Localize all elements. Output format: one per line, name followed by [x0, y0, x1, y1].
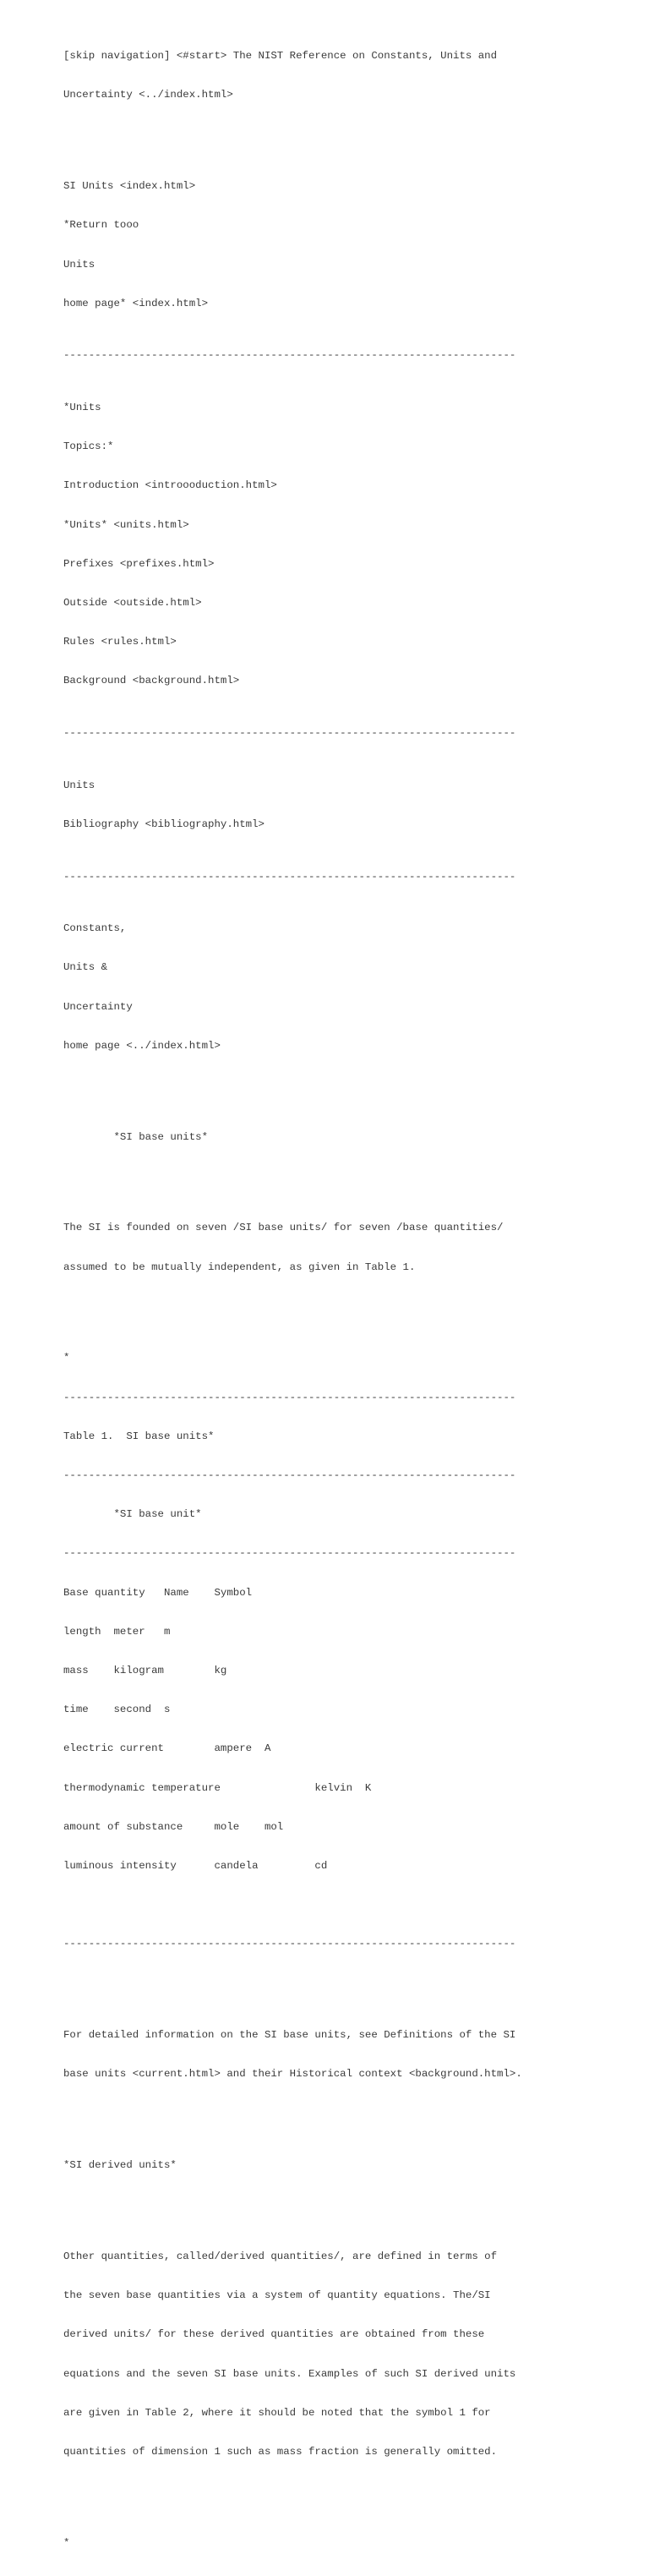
derived-paragraph-line: Other quantities, called/derived quantities/, are defined in terms of: [63, 2251, 498, 2263]
nav-link-background[interactable]: Background <background.html>: [63, 675, 240, 687]
table-row: thermodynamic temperature kelvin K: [63, 1781, 372, 1794]
document-body: [63, 11, 638, 2576]
table1-header-row: Base quantity Name Symbol: [63, 1586, 253, 1599]
nav-link-rules[interactable]: Rules <rules.html>: [63, 636, 177, 648]
table1-caption: Table 1. SI base units*: [63, 1430, 215, 1442]
horizontal-rule: ------------------------------------------------------------------------: [63, 349, 516, 362]
spacer: [63, 1899, 638, 1911]
intro-paragraph-line: The SI is founded on seven /SI base units/ for seven /base quantities/: [63, 1222, 504, 1234]
spacer: [63, 1079, 638, 1091]
si-derived-units-heading: *SI derived units*: [63, 2159, 177, 2172]
horizontal-rule: ------------------------------------------------------------------------: [63, 870, 516, 883]
cuu-home-page-link[interactable]: home page <../index.html>: [63, 1039, 221, 1052]
units-topics-heading-cont: Topics:*: [63, 440, 114, 453]
spacer: [63, 129, 638, 141]
asterisk-marker: *: [63, 1352, 70, 1365]
return-link-part1[interactable]: *Return tooo: [63, 219, 139, 232]
si-units-link[interactable]: SI Units <index.html>: [63, 180, 196, 193]
return-link-part2[interactable]: Units: [63, 258, 95, 271]
derived-paragraph-line: are given in Table 2, where it should be noted that the symbol 1 for: [63, 2406, 491, 2419]
intro-paragraph-line: assumed to be mutually independent, as given in Table 1.: [63, 1261, 416, 1273]
table-row: time second s: [63, 1704, 171, 1716]
derived-paragraph-line: equations and the seven SI base units. Examples of such SI derived units: [63, 2367, 516, 2380]
bibliography-link[interactable]: Bibliography <bibliography.html>: [63, 818, 265, 830]
units-home-page-link[interactable]: home page* <index.html>: [63, 297, 209, 309]
derived-paragraph-line: the seven base quantities via a system of quantity equations. The/SI: [63, 2289, 491, 2302]
horizontal-rule: ------------------------------------------------------------------------: [63, 1547, 516, 1560]
nav-link-outside[interactable]: Outside <outside.html>: [63, 597, 202, 610]
cuu-home-link-part1[interactable]: Constants,: [63, 922, 127, 935]
cuu-home-link-part2[interactable]: Units &: [63, 961, 108, 974]
spacer: [63, 2198, 638, 2211]
horizontal-rule: ------------------------------------------------------------------------: [63, 1468, 516, 1481]
units-topics-heading: *Units: [63, 402, 101, 414]
spacer: [63, 1300, 638, 1313]
table-row: luminous intensity candela cd: [63, 1860, 328, 1873]
nav-link-prefixes[interactable]: Prefixes <prefixes.html>: [63, 557, 215, 570]
spacer: [63, 2108, 638, 2120]
site-title-line[interactable]: Uncertainty <../index.html>: [63, 89, 233, 101]
cuu-home-link-part3[interactable]: Uncertainty: [63, 1000, 133, 1013]
horizontal-rule: ------------------------------------------------------------------------: [63, 1391, 516, 1403]
horizontal-rule: ------------------------------------------------------------------------: [63, 1938, 516, 1950]
asterisk-marker: *: [63, 2536, 70, 2549]
table1-group-header: *SI base unit*: [63, 1508, 202, 1521]
table-row: electric current ampere A: [63, 1742, 271, 1755]
spacer: [63, 1170, 638, 1183]
derived-paragraph-line: quantities of dimension 1 such as mass fraction is generally omitted.: [63, 2446, 498, 2458]
details-paragraph-line[interactable]: base units <current.html> and their Historical context <background.html>.: [63, 2068, 522, 2081]
details-paragraph-line[interactable]: For detailed information on the SI base units, see Definitions of the SI: [63, 2029, 516, 2042]
nav-link-introduction[interactable]: Introduction <introooduction.html>: [63, 479, 277, 492]
table-row: length meter m: [63, 1625, 171, 1638]
skip-navigation-line[interactable]: [skip navigation] <#start> The NIST Reference on Constants, Units and: [63, 50, 498, 63]
table-row: amount of substance mole mol: [63, 1820, 284, 1833]
spacer: [63, 1977, 638, 1990]
derived-paragraph-line: derived units/ for these derived quantities are obtained from these: [63, 2328, 485, 2341]
horizontal-rule: ------------------------------------------------------------------------: [63, 727, 516, 740]
nav-link-units[interactable]: *Units* <units.html>: [63, 518, 189, 531]
bibliography-link-part1[interactable]: Units: [63, 779, 95, 791]
table-row: mass kilogram kg: [63, 1665, 227, 1676]
si-base-units-heading: *SI base units*: [63, 1130, 209, 1143]
spacer: [63, 2485, 638, 2497]
